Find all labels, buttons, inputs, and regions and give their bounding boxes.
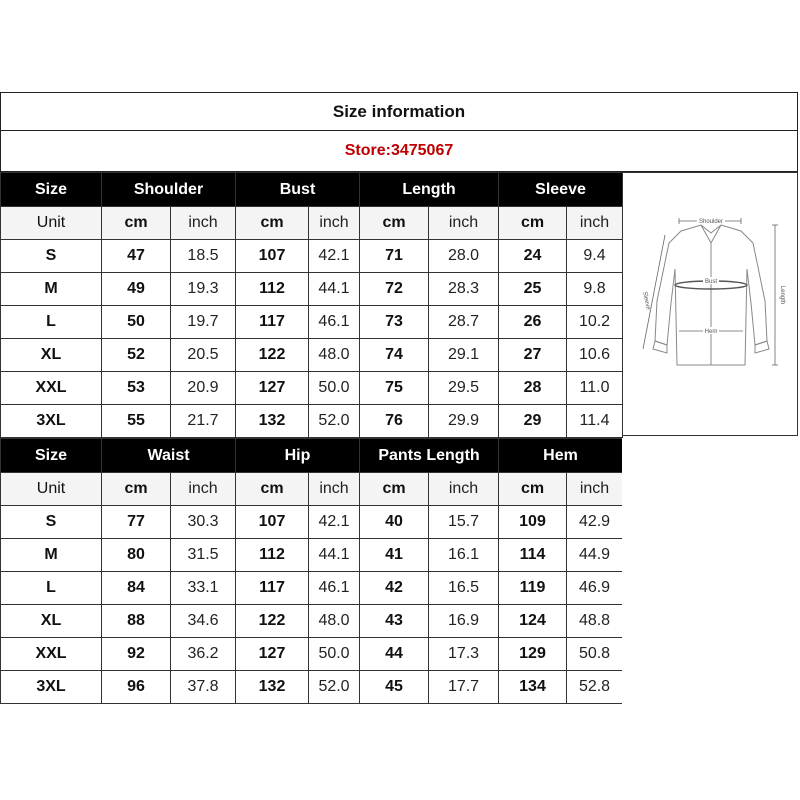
- store-row: [0, 131, 798, 172]
- shirt-diagram: [623, 173, 797, 435]
- table-row: [1, 638, 623, 671]
- column-header: Shoulder: [102, 173, 236, 207]
- size-cell: L: [1, 572, 102, 605]
- inch-value: 31.5: [171, 539, 236, 572]
- inch-value: 9.4: [567, 240, 623, 273]
- inch-value: 19.7: [171, 306, 236, 339]
- shoulder-diagram-label: Shoulder: [698, 219, 724, 225]
- hem-diagram-label: Hem: [704, 329, 718, 335]
- cm-value: 127: [236, 372, 309, 405]
- column-header: Bust: [236, 173, 360, 207]
- cm-value: 55: [102, 405, 171, 438]
- inch-value: 30.3: [171, 506, 236, 539]
- inch-value: 9.8: [567, 273, 623, 306]
- cm-value: 119: [499, 572, 567, 605]
- column-header: Size: [1, 173, 102, 207]
- inch-value: 20.9: [171, 372, 236, 405]
- column-header: Pants Length: [360, 439, 499, 473]
- size-cell: M: [1, 539, 102, 572]
- size-info-title-text: Size information: [332, 101, 466, 121]
- inch-value: 10.2: [567, 306, 623, 339]
- inch-value: 28.0: [429, 240, 499, 273]
- unit-cm: cm: [499, 473, 567, 506]
- inch-value: 17.7: [429, 671, 499, 704]
- shoulder-measure: [679, 217, 741, 225]
- unit-inch: inch: [429, 207, 499, 240]
- cm-value: 132: [236, 671, 309, 704]
- shirt-outline: [653, 225, 769, 365]
- inch-value: 50.8: [567, 638, 623, 671]
- hem-measure: [679, 327, 743, 335]
- cm-value: 29: [499, 405, 567, 438]
- cm-value: 50: [102, 306, 171, 339]
- inch-value: 16.5: [429, 572, 499, 605]
- length-diagram-label: Length: [779, 285, 785, 305]
- cm-value: 109: [499, 506, 567, 539]
- cm-value: 73: [360, 306, 429, 339]
- cm-value: 47: [102, 240, 171, 273]
- size-cell: 3XL: [1, 671, 102, 704]
- unit-cm: cm: [236, 207, 309, 240]
- inch-value: 48.8: [567, 605, 623, 638]
- column-header: Size: [1, 439, 102, 473]
- unit-cm: cm: [236, 473, 309, 506]
- cm-value: 134: [499, 671, 567, 704]
- cm-value: 40: [360, 506, 429, 539]
- cm-value: 41: [360, 539, 429, 572]
- inch-value: 42.1: [309, 506, 360, 539]
- inch-value: 18.5: [171, 240, 236, 273]
- table-row: [1, 539, 623, 572]
- store-label: Store:3475067: [344, 142, 454, 159]
- cm-value: 112: [236, 273, 309, 306]
- inch-value: 42.1: [309, 240, 360, 273]
- cm-value: 72: [360, 273, 429, 306]
- unit-inch: inch: [171, 207, 236, 240]
- sleeve-measure: [641, 235, 665, 349]
- cm-value: 107: [236, 240, 309, 273]
- cm-value: 49: [102, 273, 171, 306]
- inch-value: 52.0: [309, 405, 360, 438]
- inch-value: 28.3: [429, 273, 499, 306]
- shirt-diagram-panel: [622, 172, 798, 436]
- inch-value: 37.8: [171, 671, 236, 704]
- cm-value: 117: [236, 572, 309, 605]
- unit-cm: cm: [102, 207, 171, 240]
- inch-value: 29.5: [429, 372, 499, 405]
- table-row: [1, 572, 623, 605]
- inch-value: 48.0: [309, 339, 360, 372]
- size-cell: M: [1, 273, 102, 306]
- inch-value: 17.3: [429, 638, 499, 671]
- inch-value: 46.9: [567, 572, 623, 605]
- length-measure: [772, 225, 785, 365]
- inch-value: 20.5: [171, 339, 236, 372]
- table-row: [1, 671, 623, 704]
- unit-cm: cm: [102, 473, 171, 506]
- cm-value: 88: [102, 605, 171, 638]
- column-header: Hip: [236, 439, 360, 473]
- cm-value: 52: [102, 339, 171, 372]
- inch-value: 50.0: [309, 638, 360, 671]
- header-row: [1, 173, 623, 207]
- cm-value: 27: [499, 339, 567, 372]
- inch-value: 10.6: [567, 339, 623, 372]
- column-header: Hem: [499, 439, 623, 473]
- unit-inch: inch: [429, 473, 499, 506]
- header-row: [1, 439, 623, 473]
- inch-value: 50.0: [309, 372, 360, 405]
- table-row: [1, 405, 623, 438]
- cm-value: 92: [102, 638, 171, 671]
- inch-value: 21.7: [171, 405, 236, 438]
- top-size-table: [0, 172, 623, 438]
- cm-value: 44: [360, 638, 429, 671]
- size-cell: S: [1, 506, 102, 539]
- cm-value: 80: [102, 539, 171, 572]
- size-cell: L: [1, 306, 102, 339]
- unit-inch: inch: [567, 473, 623, 506]
- inch-value: 44.1: [309, 273, 360, 306]
- cm-value: 75: [360, 372, 429, 405]
- column-header: Sleeve: [499, 173, 623, 207]
- cm-value: 26: [499, 306, 567, 339]
- cm-value: 117: [236, 306, 309, 339]
- table-row: [1, 273, 623, 306]
- bust-diagram-label: Bust: [704, 279, 718, 285]
- cm-value: 129: [499, 638, 567, 671]
- inch-value: 28.7: [429, 306, 499, 339]
- unit-label: Unit: [1, 207, 102, 240]
- cm-value: 25: [499, 273, 567, 306]
- table-row: [1, 506, 623, 539]
- size-info-title: [0, 92, 798, 131]
- cm-value: 45: [360, 671, 429, 704]
- table-row: [1, 240, 623, 273]
- size-cell: 3XL: [1, 405, 102, 438]
- cm-value: 43: [360, 605, 429, 638]
- inch-value: 29.9: [429, 405, 499, 438]
- cm-value: 124: [499, 605, 567, 638]
- cm-value: 122: [236, 339, 309, 372]
- inch-value: 11.0: [567, 372, 623, 405]
- table-row: [1, 339, 623, 372]
- cm-value: 28: [499, 372, 567, 405]
- column-header: Length: [360, 173, 499, 207]
- table-row: [1, 605, 623, 638]
- inch-value: 48.0: [309, 605, 360, 638]
- inch-value: 46.1: [309, 572, 360, 605]
- table-row: [1, 372, 623, 405]
- table-row: [1, 306, 623, 339]
- inch-value: 11.4: [567, 405, 623, 438]
- unit-inch: inch: [309, 473, 360, 506]
- cm-value: 53: [102, 372, 171, 405]
- inch-value: 52.0: [309, 671, 360, 704]
- sleeve-diagram-label: Sleeve: [641, 291, 651, 311]
- unit-cm: cm: [360, 473, 429, 506]
- unit-inch: inch: [309, 207, 360, 240]
- bottom-size-table: [0, 438, 623, 704]
- inch-value: 16.9: [429, 605, 499, 638]
- cm-value: 76: [360, 405, 429, 438]
- inch-value: 52.8: [567, 671, 623, 704]
- inch-value: 16.1: [429, 539, 499, 572]
- unit-row: [1, 207, 623, 240]
- cm-value: 127: [236, 638, 309, 671]
- unit-cm: cm: [499, 207, 567, 240]
- cm-value: 24: [499, 240, 567, 273]
- inch-value: 44.9: [567, 539, 623, 572]
- size-cell: XXL: [1, 638, 102, 671]
- size-cell: XL: [1, 605, 102, 638]
- unit-cm: cm: [360, 207, 429, 240]
- unit-label: Unit: [1, 473, 102, 506]
- cm-value: 107: [236, 506, 309, 539]
- column-header: Waist: [102, 439, 236, 473]
- cm-value: 132: [236, 405, 309, 438]
- inch-value: 42.9: [567, 506, 623, 539]
- cm-value: 42: [360, 572, 429, 605]
- inch-value: 34.6: [171, 605, 236, 638]
- unit-inch: inch: [171, 473, 236, 506]
- cm-value: 77: [102, 506, 171, 539]
- blank-panel: [622, 438, 798, 706]
- inch-value: 19.3: [171, 273, 236, 306]
- cm-value: 84: [102, 572, 171, 605]
- inch-value: 33.1: [171, 572, 236, 605]
- inch-value: 15.7: [429, 506, 499, 539]
- inch-value: 44.1: [309, 539, 360, 572]
- cm-value: 96: [102, 671, 171, 704]
- cm-value: 122: [236, 605, 309, 638]
- inch-value: 29.1: [429, 339, 499, 372]
- size-cell: XL: [1, 339, 102, 372]
- cm-value: 112: [236, 539, 309, 572]
- size-cell: S: [1, 240, 102, 273]
- cm-value: 71: [360, 240, 429, 273]
- inch-value: 46.1: [309, 306, 360, 339]
- inch-value: 36.2: [171, 638, 236, 671]
- size-cell: XXL: [1, 372, 102, 405]
- unit-inch: inch: [567, 207, 623, 240]
- cm-value: 74: [360, 339, 429, 372]
- cm-value: 114: [499, 539, 567, 572]
- unit-row: [1, 473, 623, 506]
